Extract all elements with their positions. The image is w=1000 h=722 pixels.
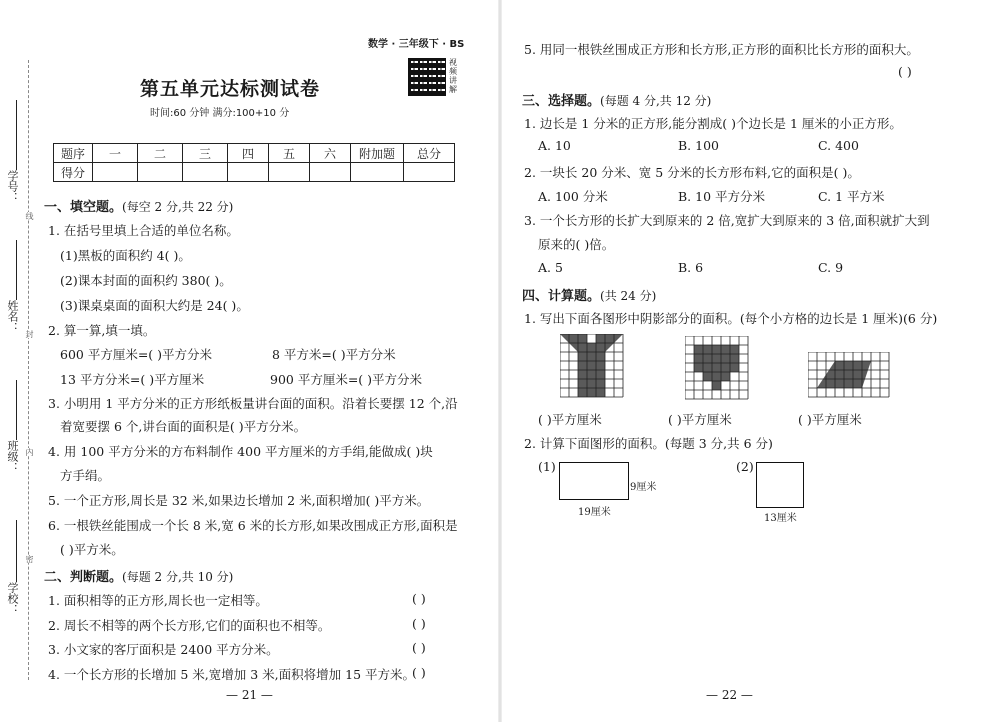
score-input[interactable] (351, 163, 404, 182)
answer-blank-line[interactable]: 13 平方分米=( )平方厘米 (60, 372, 205, 387)
choice-option[interactable]: B. 6 (678, 260, 704, 275)
answer-blank-line[interactable]: (2)课本封面的面积约 380( )。 (60, 273, 232, 288)
choice-question[interactable]: 1. 边长是 1 分米的正方形,能分割成( )个边长是 1 厘米的小正方形。 (524, 116, 902, 131)
score-input[interactable] (310, 163, 351, 182)
grid-figure-block (685, 336, 749, 400)
shaded-region (694, 345, 739, 390)
binding-margin (0, 0, 38, 722)
grid-figure-parallelogram (808, 352, 890, 398)
mark-inner: 内 (25, 448, 34, 456)
score-input[interactable] (93, 163, 138, 182)
answer-blank-line[interactable]: 900 平方厘米=( )平方分米 (270, 372, 423, 387)
section-title: 二、判断题。 (44, 570, 123, 585)
section-title: 三、选择题。 (522, 94, 601, 109)
score-input[interactable] (269, 163, 310, 182)
question-text: 6. 一根铁丝能围成一个长 8 米,宽 6 米的长方形,如果改围成正方形,面积是 (48, 518, 458, 533)
choice-option[interactable]: A. 5 (538, 260, 563, 275)
school-label: 学校： (6, 582, 19, 615)
choice-question[interactable]: 2. 一块长 20 分米、宽 5 分米的长方形布料,它的面积是( )。 (524, 165, 860, 180)
grid-figure-arrow (560, 334, 624, 398)
question-text: 2. 算一算,填一填。 (48, 323, 156, 338)
choice-option[interactable]: B. 100 (678, 138, 719, 153)
judge-answer-blank[interactable]: ( ) (898, 64, 912, 79)
figure-tag: (1) (538, 459, 556, 474)
section-note: (每题 2 分,共 10 分) (122, 570, 234, 584)
choice-option[interactable]: C. 9 (818, 260, 844, 275)
answer-blank-line[interactable]: 着宽要摆 6 个,讲台面的面积是( )平方分米。 (60, 419, 307, 434)
figure-answer-blank[interactable]: ( )平方厘米 (798, 412, 862, 427)
question-text: 方手绢。 (60, 468, 111, 483)
rect-height-label: 9厘米 (630, 482, 657, 493)
judge-question: 5. 用同一根铁丝围成正方形和长方形,正方形的面积比长方形的面积大。 (524, 42, 919, 57)
choice-option[interactable]: C. 1 平方米 (818, 189, 885, 204)
question-text: 1. 写出下面各图形中阴影部分的面积。(每个小方格的边长是 1 厘米)(6 分) (524, 311, 938, 326)
qr-code[interactable] (408, 58, 446, 96)
choice-question[interactable]: 原来的( )倍。 (538, 237, 615, 252)
page-number: — 21 — (226, 688, 273, 702)
section-heading (522, 285, 656, 304)
choice-option[interactable]: B. 10 平方分米 (678, 189, 766, 204)
qr-caption: 视频讲解 (449, 58, 457, 94)
school-blank[interactable] (16, 520, 17, 582)
score-cell: 六 (310, 144, 351, 163)
judge-question: 1. 面积相等的正方形,周长也一定相等。 (48, 593, 268, 608)
rect-width-label: 19厘米 (578, 507, 611, 518)
student-no-blank[interactable] (16, 100, 17, 170)
section-title: 一、填空题。 (44, 200, 123, 215)
choice-question: 3. 一个长方形的长扩大到原来的 2 倍,宽扩大到原来的 3 倍,面积就扩大到 (524, 213, 930, 228)
mark-inner2: 密 (25, 555, 34, 563)
shaded-region (560, 334, 623, 397)
figure-answer-blank[interactable]: ( )平方厘米 (538, 412, 602, 427)
question-text: 1. 在括号里填上合适的单位名称。 (48, 223, 239, 238)
answer-blank-line[interactable]: (3)课桌桌面的面积大约是 24( )。 (60, 298, 249, 313)
score-table (53, 143, 455, 182)
section-note: (每空 2 分,共 22 分) (122, 200, 234, 214)
question-text[interactable]: 5. 一个正方形,周长是 32 米,如果边长增加 2 米,面积增加( )平方米。 (48, 493, 430, 508)
question-text[interactable]: 4. 用 100 平方分米的方布料制作 400 平方厘米的方手绢,能做成( )块 (48, 444, 433, 459)
answer-blank-line[interactable]: ( )平方米。 (60, 542, 124, 557)
score-cell: 一 (93, 144, 138, 163)
square-figure (756, 462, 804, 508)
answer-blank-line[interactable]: (1)黑板的面积约 4( )。 (60, 248, 191, 263)
score-cell: 题序 (54, 144, 93, 163)
judge-answer-blank[interactable]: ( ) (412, 665, 426, 680)
judge-answer-blank[interactable]: ( ) (412, 640, 426, 655)
page-number: — 22 — (706, 688, 753, 702)
cut-line (28, 60, 29, 680)
section-title: 四、计算题。 (522, 289, 601, 304)
score-input[interactable] (404, 163, 455, 182)
question-text: 3. 小明用 1 平方分米的正方形纸板量讲台面的面积。沿着长要摆 12 个,沿 (48, 396, 458, 411)
score-input[interactable] (138, 163, 183, 182)
section-heading (44, 196, 233, 215)
section-note: (每题 4 分,共 12 分) (600, 94, 712, 108)
score-cell: 附加题 (351, 144, 404, 163)
header-tag: 数学 · 三年级下 · BS (368, 39, 465, 50)
mark-seal: 封 (25, 330, 34, 338)
page-title: 第五单元达标测试卷 (140, 78, 321, 100)
section-heading (522, 90, 711, 109)
section-heading (44, 566, 233, 585)
right-page (500, 0, 1000, 722)
section-note: (共 24 分) (600, 289, 657, 303)
answer-blank-line[interactable]: 8 平方米=( )平方分米 (272, 347, 396, 362)
score-input[interactable] (183, 163, 228, 182)
choice-option[interactable]: A. 100 分米 (538, 189, 608, 204)
question-text: 2. 计算下面图形的面积。(每题 3 分,共 6 分) (524, 436, 773, 451)
name-blank[interactable] (16, 240, 17, 300)
figure-answer-blank[interactable]: ( )平方厘米 (668, 412, 732, 427)
score-cell: 总分 (404, 144, 455, 163)
score-cell: 四 (228, 144, 269, 163)
student-no-label: 学号： (6, 170, 19, 203)
score-value-row (54, 163, 455, 182)
class-blank[interactable] (16, 380, 17, 440)
score-cell: 五 (269, 144, 310, 163)
judge-answer-blank[interactable]: ( ) (412, 591, 426, 606)
figure-tag: (2) (736, 459, 754, 474)
judge-answer-blank[interactable]: ( ) (412, 616, 426, 631)
rectangle-figure (559, 462, 629, 500)
score-cell: 三 (183, 144, 228, 163)
class-label: 班级： (6, 440, 19, 473)
choice-option[interactable]: C. 400 (818, 138, 859, 153)
score-cell: 二 (138, 144, 183, 163)
choice-option[interactable]: A. 10 (538, 138, 571, 153)
score-input[interactable] (228, 163, 269, 182)
score-header-row (54, 144, 455, 163)
judge-question: 3. 小文家的客厅面积是 2400 平方分米。 (48, 642, 279, 657)
mark-line: 线 (25, 212, 34, 220)
square-side-label: 13厘米 (764, 513, 797, 524)
judge-question: 4. 一个长方形的长增加 5 米,宽增加 3 米,面积将增加 15 平方米。 (48, 667, 415, 682)
score-cell: 得分 (54, 163, 93, 182)
exam-info: 时间:60 分钟 满分:100+10 分 (150, 108, 290, 119)
answer-blank-line[interactable]: 600 平方厘米=( )平方分米 (60, 347, 213, 362)
name-label: 姓名： (6, 300, 19, 333)
judge-question: 2. 周长不相等的两个长方形,它们的面积也不相等。 (48, 618, 331, 633)
